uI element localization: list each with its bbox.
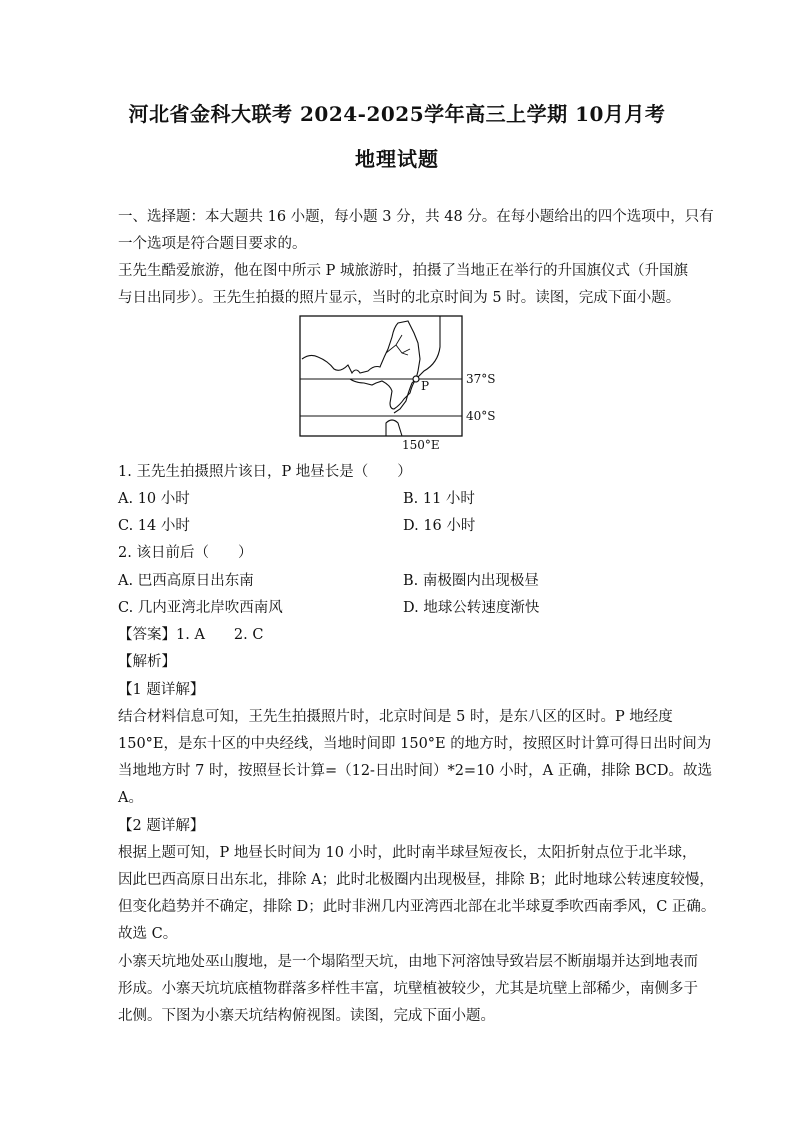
intro-line-2: 与日出同步）。王先生拍摄的照片显示，当时的北京时间为 5 时。读图，完成下面小题。 (118, 290, 681, 306)
detail-2-line-3: 但变化趋势并不确定，排除 D；此时非洲几内亚湾西北部在北半球夏季吹西南季风，C 正确。 (118, 899, 716, 915)
island-outline (386, 420, 402, 436)
document-title: 河北省金科大联考 2024-2025学年高三上学期 10月月考 (128, 102, 666, 126)
detail-1-line-4: A。 (118, 790, 143, 806)
map-svg (298, 313, 510, 453)
question-1-option-a: A. 10 小时 (118, 491, 190, 507)
detail-2-line-2: 因此巴西高原日出东北，排除 A；此时北极圈内出现极昼，排除 B；此时地球公转速度较慢， (118, 872, 714, 888)
detail-2-line-1: 根据上题可知，P 地昼长时间为 10 小时，此时南半球昼短夜长，太阳折射点位于北半球， (118, 845, 697, 861)
detail-2-line-4: 故选 C。 (118, 926, 178, 942)
question-1-option-d: D. 16 小时 (403, 518, 476, 534)
document-subtitle: 地理试题 (355, 147, 439, 171)
material-line-1: 小寨天坑地处巫山腹地，是一个塌陷型天坑，由地下河溶蚀导致岩层不断崩塌并达到地表而 (118, 954, 698, 970)
question-2-stem: 2. 该日前后（ ） (118, 545, 253, 561)
longitude-150e-label: 150°E (402, 438, 440, 452)
longitude-150e-line (394, 316, 440, 413)
question-2-option-a: A. 巴西高原日出东南 (118, 573, 254, 589)
coastline (302, 321, 420, 409)
section-header-line-2: 一个选项是符合题目要求的。 (118, 236, 307, 252)
detail-1-line-1: 结合材料信息可知，王先生拍摄照片时，北京时间是 5 时，是东八区的区时。P 地经度 (118, 709, 673, 725)
latitude-37s-label: 37°S (466, 372, 496, 386)
question-1-option-b: B. 11 小时 (403, 491, 475, 507)
material-line-2: 形成。小寨天坑坑底植物群落多样性丰富，坑壁植被较少，尤其是坑壁上部稀少，南侧多于 (118, 981, 698, 997)
point-p-label: P (421, 379, 430, 393)
question-1-stem: 1. 王先生拍摄照片该日，P 地昼长是（ ） (118, 464, 412, 480)
map-figure (298, 313, 510, 453)
question-2-option-d: D. 地球公转速度渐快 (403, 600, 540, 616)
question-1-option-c: C. 14 小时 (118, 518, 190, 534)
map-frame (300, 316, 462, 436)
latitude-40s-label: 40°S (466, 409, 496, 423)
question-2-option-b: B. 南极圈内出现极昼 (403, 573, 539, 589)
detail-1-line-3: 当地地方时 7 时，按照昼长计算=（12-日出时间）*2=10 小时，A 正确，排除 BCD。故选 (118, 763, 712, 779)
detail-1-line-2: 150°E，是东十区的中央经线，当地时间即 150°E 的地方时，按照区时计算可得日出时间为 (118, 736, 712, 752)
answer-line: 【答案】1. A 2. C (118, 627, 264, 643)
analysis-label: 【解析】 (118, 654, 176, 670)
section-header-line-1: 一、选择题：本大题共 16 小题，每小题 3 分，共 48 分。在每小题给出的四个选项中，只有 (118, 209, 714, 225)
question-2-option-c: C. 几内亚湾北岸吹西南风 (118, 600, 283, 616)
detail-1-label: 【1 题详解】 (118, 682, 205, 698)
point-p-marker (413, 376, 419, 382)
detail-2-label: 【2 题详解】 (118, 818, 205, 834)
material-line-3: 北侧。下图为小寨天坑结构俯视图。读图，完成下面小题。 (118, 1008, 495, 1024)
intro-line-1: 王先生酷爱旅游，他在图中所示 P 城旅游时，拍摄了当地正在举行的升国旗仪式（升国旗 (118, 263, 688, 279)
